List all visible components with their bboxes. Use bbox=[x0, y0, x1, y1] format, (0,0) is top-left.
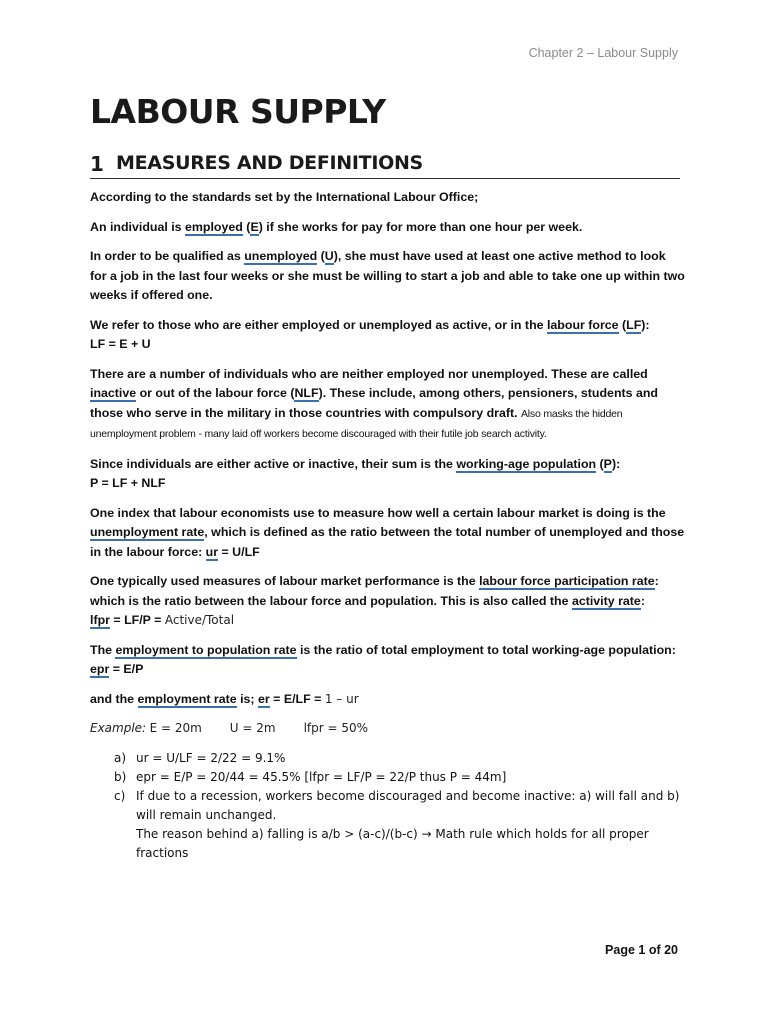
term-inactive: inactive bbox=[90, 386, 137, 400]
document-body bbox=[90, 188, 685, 863]
term-lfpr: labour force participation rate bbox=[479, 574, 655, 588]
handwritten-note: Also masks the hidden unemployment problem - many laid off workers become discouraged with their futile job search activity. bbox=[90, 407, 623, 440]
handwritten-active-total: Active/Total bbox=[164, 613, 235, 627]
term-epr: employment to population rate bbox=[115, 642, 297, 657]
example-line: Example: E = 20m U = 2m lfpr = 50% bbox=[90, 721, 369, 735]
paragraph-epr: The employment to population rate is the ratio of total employment to total working-age population: epr = E/P bbox=[90, 642, 676, 676]
term-employed: employed bbox=[185, 219, 243, 234]
formula-lf: LF = E + U bbox=[90, 337, 151, 351]
formula-p: P = LF + NLF bbox=[90, 476, 166, 490]
section-heading bbox=[90, 150, 680, 179]
paragraph-participation-rate: One typically used measures of labour market performance is the labour force participation rate: which is the ratio between the labour force and population. This is also called the activity rate: lfpr = LF/P = Active/Total bbox=[90, 574, 659, 627]
term-labour-force: labour force bbox=[546, 317, 619, 332]
paragraph-unemployed: In order to be qualified as unemployed (U), she must have used at least one active method to look for a job in the last four weeks or she must be willing to start a job and able to take one up within two weeks if offered one. bbox=[90, 249, 685, 302]
term-employment-rate: employment rate bbox=[137, 691, 237, 706]
term-unemployment-rate: unemployment rate bbox=[90, 525, 205, 539]
list-item: The reason behind a) falling is a/b > (a-c)/(b-c) → Math rule which holds for all proper fractions bbox=[136, 826, 649, 860]
term-activity-rate: activity rate bbox=[571, 593, 641, 608]
paragraph-inactive: There are a number of individuals who are neither employed nor unemployed. These are called inactive or out of the labour force (NLF). These include, among others, pensioners, students and those who serve in the military in those countries with compulsory draft. Also masks the hidden unemployment problem - many laid off workers become discouraged with their futile job search activity. bbox=[90, 366, 659, 440]
paragraph-intro: According to the standards set by the International Labour Office; bbox=[90, 190, 479, 204]
term-unemployed: unemployed bbox=[244, 249, 318, 263]
paragraph-unemployment-rate: One index that labour economists use to measure how well a certain labour market is doing is the unemployment rate, which is defined as the ratio between the total number of unemployed and those in the labour force: ur = U/LF bbox=[90, 505, 685, 559]
example-label: Example: bbox=[90, 721, 147, 735]
paragraph-labour-force: We refer to those who are either employed or unemployed as active, or in the labour force (LF): LF = E + U bbox=[90, 317, 650, 351]
list-item: a) ur = U/LF = 2/22 = 9.1% bbox=[114, 750, 286, 765]
list-item: b) epr = E/P = 20/44 = 45.5% [lfpr = LF/P = 22/P thus P = 44m] bbox=[114, 769, 507, 784]
example-answers bbox=[90, 749, 685, 863]
section-number: 1 bbox=[90, 152, 104, 176]
list-item: c) If due to a recession, workers become discouraged and become inactive: a) will fall and b) will remain unchanged. bbox=[114, 788, 680, 822]
section-title: MEASURES AND DEFINITIONS bbox=[116, 152, 423, 174]
paragraph-employment-rate: and the employment rate is; er = E/LF = 1 – ur bbox=[90, 691, 359, 706]
chapter-title: LABOUR SUPPLY bbox=[90, 92, 386, 131]
paragraph-population: Since individuals are either active or inactive, their sum is the working-age population (P): P = LF + NLF bbox=[90, 456, 621, 490]
paragraph-employed: An individual is employed (E) if she works for pay for more than one hour per week. bbox=[90, 219, 583, 234]
term-working-age-population: working-age population bbox=[456, 456, 597, 471]
running-header: Chapter 2 – Labour Supply bbox=[528, 46, 678, 60]
page-number: Page 1 of 20 bbox=[605, 943, 678, 957]
